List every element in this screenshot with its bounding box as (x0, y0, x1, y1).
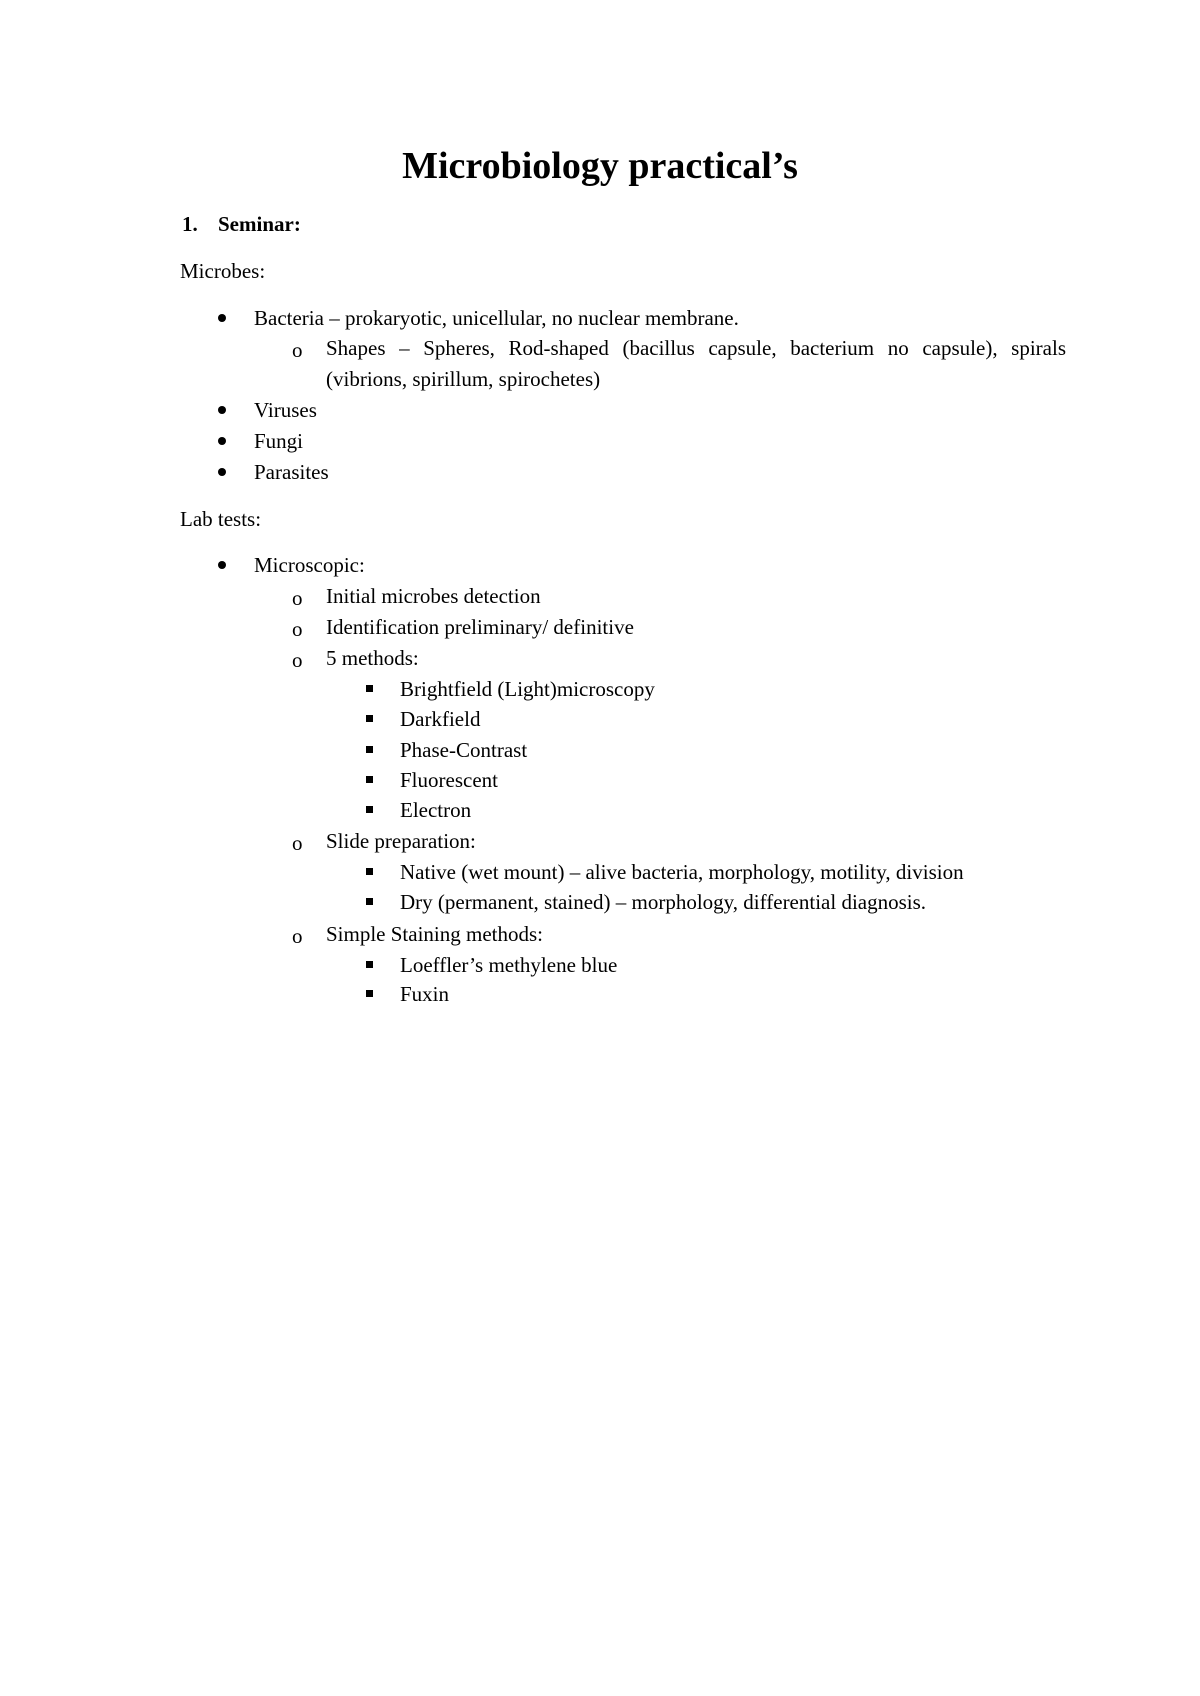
bullet-icon (218, 561, 226, 569)
list-item-slide: Dry (permanent, stained) – morphology, differential diagnosis. (400, 890, 927, 914)
list-item-method: Phase-Contrast (400, 738, 528, 762)
square-bullet-icon (366, 990, 373, 997)
square-bullet-icon (366, 715, 373, 722)
sub-bullet-icon: o (292, 831, 303, 855)
list-item-staining-methods: Simple Staining methods: (326, 922, 544, 946)
list-item-fungi: Fungi (254, 429, 304, 453)
section-number: 1. (182, 212, 198, 236)
bullet-icon (218, 437, 226, 445)
bullet-icon (218, 468, 226, 476)
bullet-icon (218, 314, 226, 322)
section-heading: Seminar: (218, 212, 301, 236)
square-bullet-icon (366, 806, 373, 813)
microbes-heading: Microbes: (180, 259, 266, 283)
list-item-bacteria: Bacteria – prokaryotic, unicellular, no nuclear membrane. (254, 306, 739, 330)
page-title: Microbiology practical’s (402, 145, 798, 187)
square-bullet-icon (366, 961, 373, 968)
square-bullet-icon (366, 685, 373, 692)
list-item-identification: Identification preliminary/ definitive (326, 615, 634, 639)
bullet-icon (218, 406, 226, 414)
list-item-slide: Native (wet mount) – alive bacteria, morphology, motility, division (400, 860, 964, 884)
lab-tests-heading: Lab tests: (180, 507, 262, 531)
sub-bullet-icon: o (292, 924, 303, 948)
list-item-stain: Loeffler’s methylene blue (400, 953, 618, 977)
sub-bullet-icon: o (292, 617, 303, 641)
sub-bullet-icon: o (292, 648, 303, 672)
list-item-initial-detection: Initial microbes detection (326, 584, 541, 608)
list-item-microscopic: Microscopic: (254, 553, 365, 577)
square-bullet-icon (366, 868, 373, 875)
sub-bullet-icon: o (292, 586, 303, 610)
list-item-method: Fluorescent (400, 768, 498, 792)
list-item-method: Darkfield (400, 707, 481, 731)
list-item-method: Electron (400, 798, 472, 822)
list-item-parasites: Parasites (254, 460, 329, 484)
list-item-shapes: Shapes – Spheres, Rod-shaped (bacillus capsule, bacterium no capsule), spirals (vibrions, spirillum, spirochetes) (326, 336, 1066, 391)
square-bullet-icon (366, 898, 373, 905)
list-item-stain: Fuxin (400, 982, 450, 1006)
square-bullet-icon (366, 746, 373, 753)
list-item-methods: 5 methods: (326, 646, 419, 670)
square-bullet-icon (366, 776, 373, 783)
list-item-viruses: Viruses (254, 398, 317, 422)
list-item-slide-preparation: Slide preparation: (326, 829, 476, 853)
list-item-method: Brightfield (Light)microscopy (400, 677, 655, 701)
sub-bullet-icon: o (292, 338, 303, 362)
